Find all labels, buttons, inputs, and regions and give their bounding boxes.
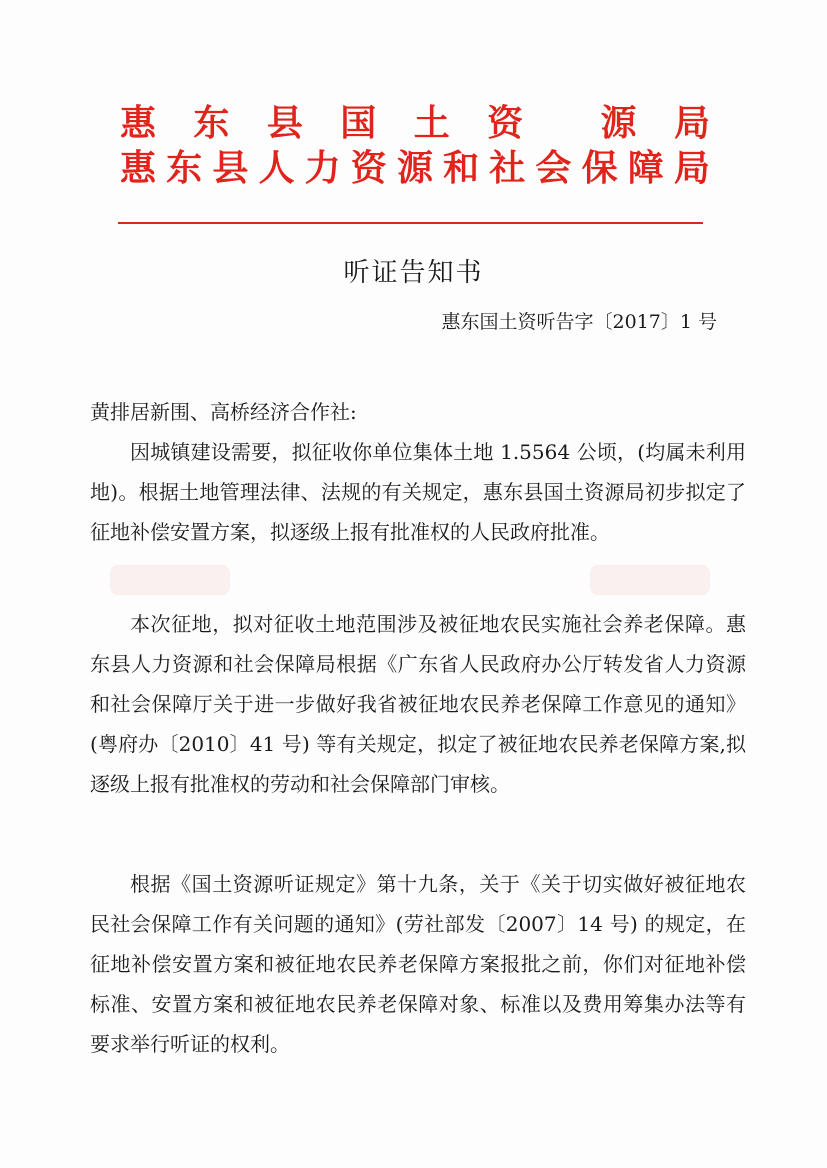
issuing-org-hr-social-security-bureau <box>120 148 710 188</box>
org2-char: 保 <box>581 147 618 189</box>
paragraph-block-3 <box>90 864 746 1064</box>
paragraph-block-1 <box>90 432 746 552</box>
org2-char: 资 <box>350 147 387 189</box>
paragraph: 根据《国土资源听证规定》第十九条，关于《关于切实做好被征地农民社会保障工作有关问题的通知》(劳社部发〔2007〕14 号) 的规定，在征地补偿安置方案和被征地农民养老保障方案报批之前，你们对征地补偿标准、安置方案和被征地农民养老保障对象、标准以及费用筹集办法等有要求举行听证的权利。 <box>90 872 746 1056</box>
paragraph: 因城镇建设需要，拟征收你单位集体土地 1.5564 公顷，(均属未利用地)。根据土地管理法律、法规的有关规定，惠东县国土资源局初步拟定了征地补偿安置方案，拟逐级上报有批准权的人民政府批准。 <box>90 440 746 544</box>
org2-char: 力 <box>304 147 341 189</box>
org1-char: 源 <box>600 102 637 144</box>
org1-char: 资 <box>487 102 524 144</box>
org2-char: 东 <box>166 147 203 189</box>
document-title: 听证告知书 <box>343 258 484 288</box>
org2-char: 惠 <box>120 147 157 189</box>
org1-char: 东 <box>193 102 230 144</box>
salutation: 黄排居新围、高桥经济合作社: <box>90 400 357 424</box>
org1-char: 县 <box>266 102 303 144</box>
salutation-block <box>90 392 746 432</box>
paragraph-block-2 <box>90 604 746 804</box>
org2-char: 障 <box>627 147 664 189</box>
org1-char: 土 <box>413 102 450 144</box>
org2-char: 社 <box>489 147 526 189</box>
org2-char: 和 <box>443 147 480 189</box>
faint-seal-mark <box>110 565 230 595</box>
issuing-org-land-resources-bureau <box>120 103 710 143</box>
org2-char: 人 <box>258 147 295 189</box>
org2-char: 源 <box>396 147 433 189</box>
org1-char: 国 <box>340 102 377 144</box>
document-number: 惠东国土资听告字〔2017〕1 号 <box>441 311 717 333</box>
paragraph: 本次征地，拟对征收土地范围涉及被征地农民实施社会养老保障。惠东县人力资源和社会保障局根据《广东省人民政府办公厅转发省人力资源和社会保障厅关于进一步做好我省被征地农民养老保障工作意见的通知》(粤府办〔2010〕41 号) 等有关规定，拟定了被征地农民养老保障方案,拟逐级上报有批准权的劳动和社会保障部门审核。 <box>90 612 746 796</box>
org2-char: 会 <box>535 147 572 189</box>
header-divider <box>118 222 703 224</box>
org2-char: 县 <box>212 147 249 189</box>
faint-seal-mark <box>590 565 710 595</box>
org2-char: 局 <box>673 147 710 189</box>
org1-char: 局 <box>673 102 710 144</box>
org1-char: 惠 <box>120 102 157 144</box>
